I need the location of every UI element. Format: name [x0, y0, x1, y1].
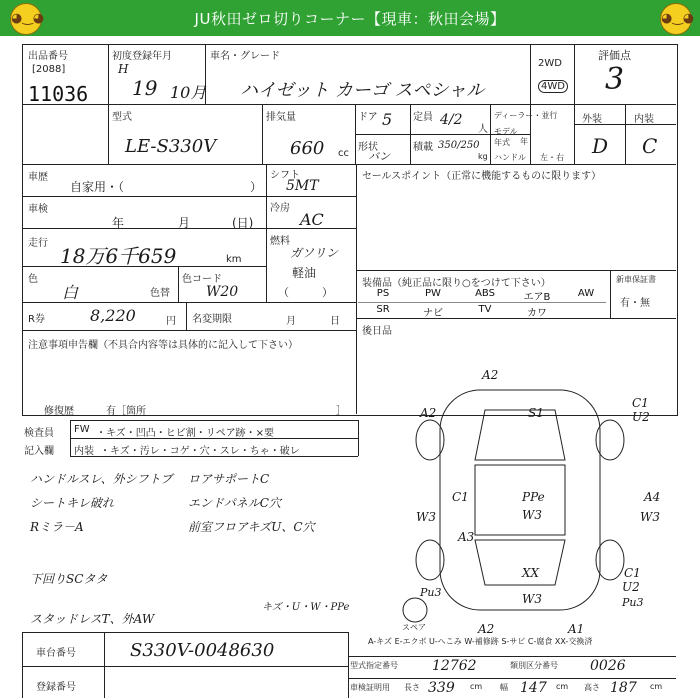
capacity-value: 4/2	[440, 112, 463, 128]
height-unit: cm	[650, 682, 663, 691]
spare-tire-icon	[403, 598, 427, 622]
first-reg-year: 19	[132, 76, 158, 100]
name-change-month: 月	[286, 316, 296, 327]
reg-number-label: 登録番号	[36, 682, 76, 693]
class-num-label: 類別区分番号	[510, 661, 558, 670]
capacity-unit: 人	[478, 124, 488, 135]
note-6: ロアサポートC	[188, 472, 270, 486]
mark-a3: A3	[458, 530, 475, 544]
inspection-label: 車検	[28, 204, 48, 215]
mileage-label: 走行	[28, 238, 48, 249]
length-unit: cm	[470, 682, 483, 691]
score-label: 評価点	[598, 49, 631, 62]
length-label: 長さ	[404, 683, 420, 692]
ext-score: D	[592, 134, 609, 158]
note-4: 下回りSCタタ	[30, 572, 108, 586]
note-9: キズ・U・W・PPe	[262, 602, 350, 613]
mark-pu3-left: Pu3	[420, 586, 442, 599]
load-unit: kg	[478, 152, 488, 161]
doors-value: 5	[382, 110, 393, 129]
damage-legend: A-キズ E-エクボ U-へこみ W-補修跡 S-サビ C-腐食 XX-交換済	[368, 637, 593, 646]
mark-w3-rear: W3	[522, 592, 542, 606]
dealer-label: ディーラー・並行	[494, 111, 558, 120]
mark-ppe: PPe	[522, 490, 545, 504]
inspector-label: 検査員	[24, 428, 54, 439]
color-change-label: 色替	[150, 288, 170, 299]
mark-c1: C1	[632, 396, 649, 410]
lot-number: 11036	[28, 82, 89, 106]
displacement-unit: cc	[338, 148, 349, 159]
sellpoint-label: セールスポイント（正常に機能するものに限ります）	[362, 171, 602, 182]
model-year-label: モデル年式	[494, 127, 518, 147]
load-value: 350/250	[438, 140, 480, 151]
int-label: 内装	[634, 114, 654, 125]
mark-pu3-right: Pu3	[622, 596, 644, 609]
shape-label: 形状	[358, 142, 378, 153]
shape-value: バン	[368, 150, 390, 163]
equip-sr: SR	[376, 304, 390, 315]
handle-label: ハンドル	[494, 153, 526, 162]
usage-label: 車歴	[28, 172, 48, 183]
ext-label: 外装	[582, 114, 602, 125]
model-year-unit: 年	[520, 137, 528, 146]
recycle-label: R券	[28, 314, 45, 325]
mileage-unit: km	[226, 254, 242, 265]
int-score: C	[642, 134, 658, 158]
entry-label: 記入欄	[24, 446, 54, 457]
inspection-month: 月	[178, 216, 191, 230]
first-reg-era: H	[118, 62, 129, 76]
guarantee-value: 有・無	[620, 298, 650, 309]
type-num-label: 型式指定番号	[350, 661, 398, 670]
mark-s1: S1	[528, 406, 544, 420]
mark-c1-left: C1	[452, 490, 469, 504]
aircon-label: 冷房	[270, 203, 290, 214]
mark-w3-right: W3	[640, 510, 660, 524]
equip-ps: PS	[376, 288, 390, 299]
equip-airbag: エアB	[523, 292, 551, 303]
note-8: 前室フロアキズU、C穴	[188, 520, 315, 534]
note-2: シートキレ破れ	[30, 496, 114, 510]
note-7: エンドパネルC穴	[188, 496, 281, 510]
lot-label: 出品番号	[28, 51, 68, 62]
bear-face-icon: ◕‿◕	[660, 3, 692, 35]
note-5: スタッドレスT、外AW	[30, 612, 155, 626]
equip-pw: PW	[425, 288, 441, 299]
mark-a4: A4	[644, 490, 661, 504]
class-num-value: 0026	[590, 658, 626, 674]
header-title: JU秋田ゼロ切りコーナー【現車：秋田会場】	[194, 10, 506, 28]
rear-window-outline	[475, 540, 565, 585]
equip-tv: TV	[478, 304, 492, 315]
drive-4wd-selected: 4WD	[538, 80, 568, 93]
bear-face-icon: ◕‿◕	[10, 3, 42, 35]
mark-a2-bottom: A2	[478, 622, 495, 636]
model-value: LE-S330V	[125, 136, 217, 157]
inspection-day: (日)	[232, 216, 254, 230]
shift-label: シフト	[270, 170, 300, 181]
mark-c1-rear: C1	[624, 566, 641, 580]
first-reg-month: 10月	[170, 83, 207, 102]
capacity-label: 定員	[413, 112, 433, 123]
equip-abs: ABS	[475, 288, 495, 299]
aircon-value: AC	[300, 210, 324, 229]
name-change-day: 日	[330, 316, 340, 327]
mark-w3-center: W3	[522, 508, 542, 522]
equipment-label: 装備品（純正品に限り○をつけて下さい）	[362, 278, 551, 289]
inspector-row1: ・キズ・凹凸・ヒビ割・リペア跡・×要	[96, 428, 274, 439]
doors-label: ドア	[358, 112, 378, 123]
equip-navi: ナビ	[423, 308, 443, 319]
fuel-diesel: 軽油	[292, 266, 317, 280]
shift-value: 5MT	[286, 178, 319, 194]
mark-u2-rear: U2	[622, 580, 640, 594]
score-value: 3	[605, 62, 625, 97]
mileage-value: 18万6千659	[60, 244, 177, 268]
height-label: 高さ	[584, 683, 600, 692]
guarantee-label: 新車保証書	[616, 275, 656, 284]
fuel-label: 燃料	[270, 236, 290, 247]
recycle-value: 8,220	[90, 306, 136, 325]
car-name-label: 車名・グレード	[210, 51, 280, 62]
chassis-label: 車台番号	[36, 648, 76, 659]
recycle-unit: 円	[166, 316, 176, 327]
first-reg-label: 初度登録年月	[112, 51, 172, 62]
inspection-year: 年	[112, 216, 125, 230]
color-label: 色	[28, 274, 38, 285]
notes-label: 注意事項申告欄（不具合内容等は具体的に記入して下さい）	[28, 340, 298, 351]
repair-label: 修復歴	[44, 406, 74, 417]
type-num-value: 12762	[432, 658, 477, 674]
roof-outline	[475, 465, 565, 535]
model-label: 型式	[112, 112, 132, 123]
name-change-label: 名変期限	[192, 314, 232, 325]
color-value: 白	[62, 283, 79, 302]
drive-2wd: 2WD	[538, 58, 562, 69]
usage-value: 自家用・（	[70, 180, 125, 194]
displacement-value: 660	[290, 138, 325, 159]
load-label: 積載	[413, 142, 433, 153]
fuel-other: （ ）	[278, 286, 333, 299]
width-unit: cm	[556, 682, 569, 691]
repair-value: 有［箇所	[106, 406, 146, 417]
color-code-value: W20	[206, 284, 239, 300]
inspector-row1-head: FW	[74, 424, 90, 435]
width-value: 147	[520, 680, 547, 696]
mark-a2-left: A2	[420, 406, 437, 420]
usage-close: ）	[250, 180, 263, 194]
spare-label: スペア	[402, 623, 426, 632]
note-3: Rミラ－A	[30, 520, 84, 534]
chassis-value: S330V-0048630	[130, 640, 275, 661]
equip-aw: AW	[577, 288, 595, 299]
inspector-row2-head: 内装	[74, 446, 94, 457]
lot-code: [2088]	[32, 64, 66, 75]
mark-a2-top: A2	[482, 368, 499, 382]
mark-w3-left: W3	[416, 510, 436, 524]
fuel-gas: ガソリン	[290, 246, 339, 260]
mark-u2: U2	[632, 410, 650, 424]
width-label: 幅	[500, 683, 508, 692]
windshield-outline	[475, 410, 565, 460]
car-name-value: ハイゼット カーゴ スペシャル	[240, 80, 485, 101]
repair-close: ］	[336, 406, 346, 417]
rear-seat-label: 後日品	[362, 326, 392, 337]
equip-leather: カワ	[527, 308, 547, 319]
color-code-label: 色コード	[182, 274, 222, 285]
length-value: 339	[428, 680, 455, 696]
note-1: ハンドルスレ、外シフトブ	[30, 472, 173, 486]
mark-xx: XX	[522, 566, 540, 580]
mark-a1: A1	[568, 622, 585, 636]
handle-value: 左・右	[540, 153, 564, 162]
size-label: 車検証明用	[350, 683, 390, 692]
inspector-row2: ・キズ・汚レ・コゲ・穴・スレ・ちゃ・破レ	[100, 446, 300, 457]
height-value: 187	[610, 680, 637, 696]
displacement-label: 排気量	[266, 112, 296, 123]
